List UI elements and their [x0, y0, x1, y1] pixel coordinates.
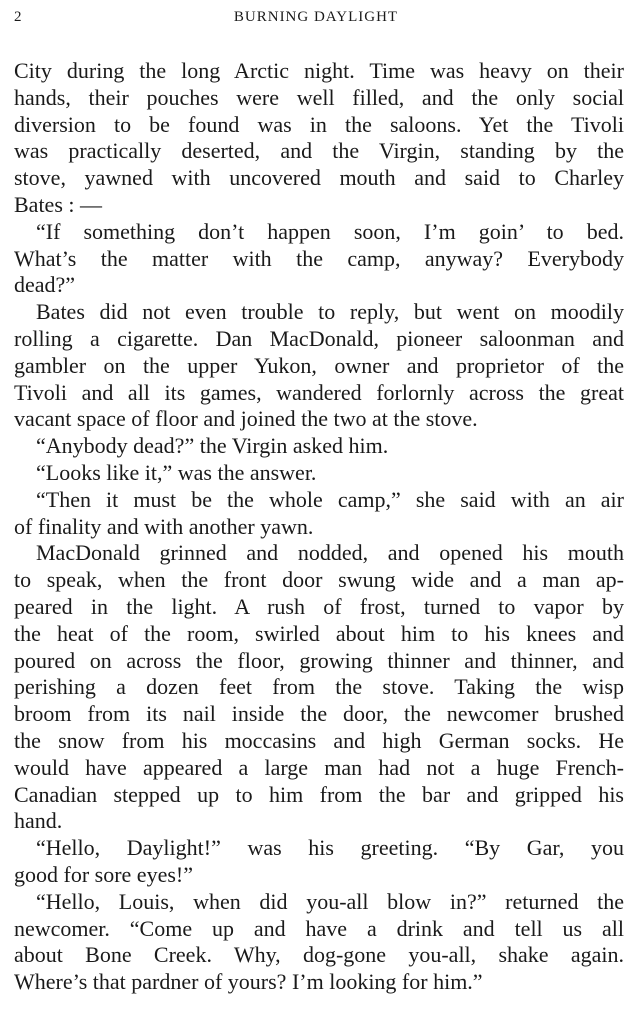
text-line: diversion to be found was in the saloons. Yet the Tivoli [14, 111, 624, 137]
text-line: What’s the matter with the camp, anyway? Everybody [14, 245, 624, 271]
text-line: poured on across the floor, growing thinner and thinner, and [14, 647, 624, 673]
text-line: Bates did not even trouble to reply, but went on moodily [36, 299, 624, 325]
text-line: dead?” [14, 272, 76, 298]
text-line: “If something don’t happen soon, I’m goin’ to bed. [36, 218, 624, 244]
running-head [14, 9, 618, 35]
text-line: the heat of the room, swirled about him to his knees and [14, 620, 624, 646]
text-line: peared in the light. A rush of frost, turned to vapor by [14, 593, 624, 619]
text-line: hand. [14, 808, 63, 834]
text-line: “Then it must be the whole camp,” she said with an air [36, 486, 624, 512]
text-line: “Looks like it,” was the answer. [36, 459, 317, 485]
text-line: Canadian stepped up to him from the bar and gripped his [14, 781, 624, 807]
text-line: would have appeared a large man had not a huge French- [14, 754, 624, 780]
text-line: City during the long Arctic night. Time was heavy on their [14, 58, 624, 83]
text-line: rolling a cigarette. Dan MacDonald, pioneer saloonman and [14, 325, 624, 351]
text-line: hands, their pouches were well filled, and the only social [14, 84, 624, 110]
text-line: Where’s that pardner of yours? I’m looking for him.” [14, 969, 483, 995]
page-number: 2 [14, 9, 22, 25]
text-line: “Anybody dead?” the Virgin asked him. [36, 433, 389, 459]
text-line: perishing a dozen feet from the stove. Taking the wisp [14, 674, 624, 700]
text-line: to speak, when the front door swung wide and a man ap- [14, 567, 624, 593]
text-line: Bates : — [14, 191, 102, 217]
text-line: the snow from his moccasins and high German socks. He [14, 727, 624, 753]
text-line: broom from its nail inside the door, the newcomer brushed [14, 701, 624, 727]
running-title: BURNING DAYLIGHT [233, 9, 399, 25]
text-line: newcomer. “Come up and have a drink and tell us all [14, 915, 624, 941]
text-line: stove, yawned with uncovered mouth and said to Charley [14, 165, 624, 191]
text-line: was practically deserted, and the Virgin, standing by the [14, 138, 624, 164]
text-line: gambler on the upper Yukon, owner and proprietor of the [14, 352, 624, 378]
text-line: of finality and with another yawn. [14, 513, 314, 539]
text-line: about Bone Creek. Why, dog-gone you-all, shake again. [14, 942, 624, 968]
body-text [14, 58, 624, 996]
text-line: “Hello, Daylight!” was his greeting. “By Gar, you [36, 835, 624, 861]
text-line: MacDonald grinned and nodded, and opened his mouth [36, 540, 624, 566]
text-line: vacant space of floor and joined the two at the stove. [14, 406, 478, 432]
text-line: “Hello, Louis, when did you-all blow in?” returned the [36, 888, 624, 914]
text-line: Tivoli and all its games, wandered forlornly across the great [14, 379, 624, 405]
text-line: good for sore eyes!” [14, 861, 193, 887]
